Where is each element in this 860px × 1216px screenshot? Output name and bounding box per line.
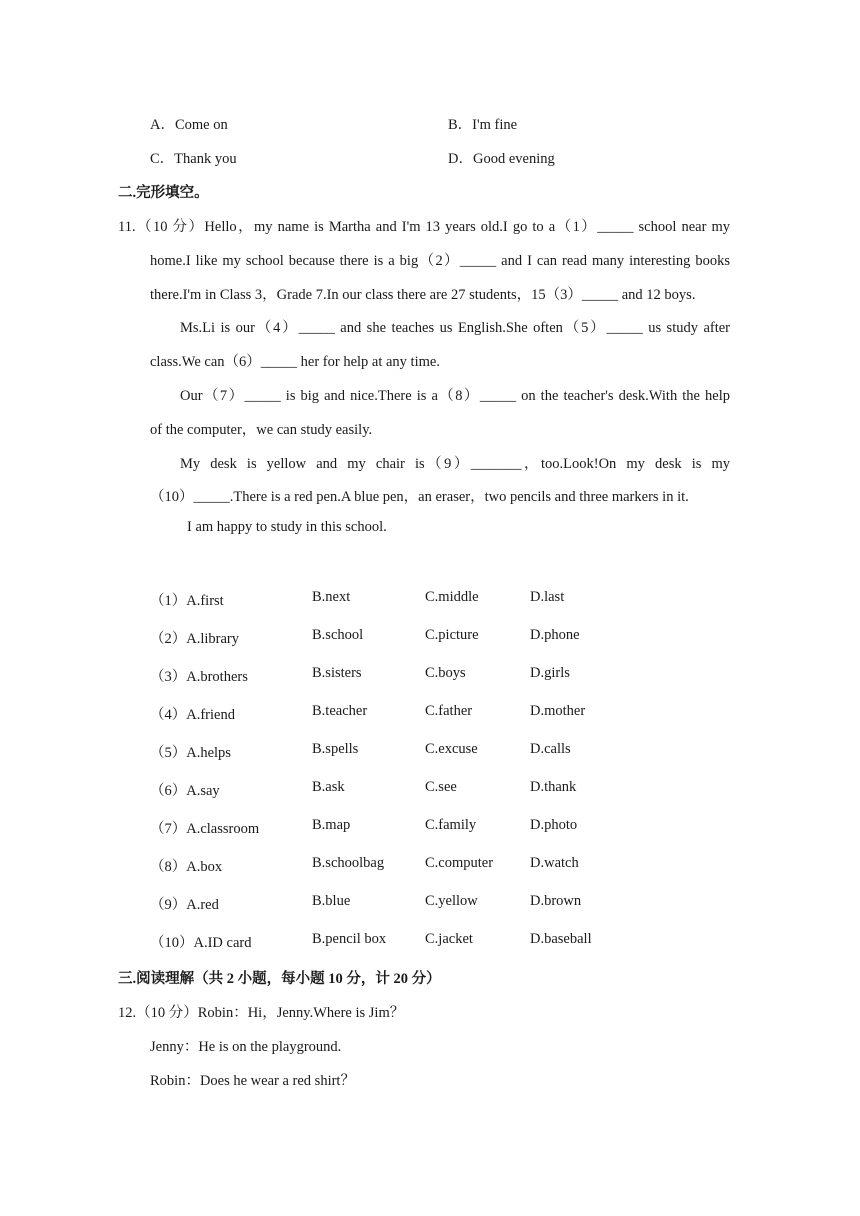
choice-c: C.boys	[425, 665, 466, 681]
choice-b: B.school	[312, 627, 364, 643]
choice-c: C.picture	[425, 627, 479, 643]
choice-a: （3）A.brothers	[150, 669, 248, 685]
q11-line-10: I am happy to study in this school.	[187, 519, 387, 535]
q11-line-2: home.I like my school because there is a big（2）_____ and I can read many interesting books	[150, 253, 730, 269]
option-b: B．I'm fine	[448, 117, 518, 133]
choice-d: D.girls	[530, 665, 570, 681]
q11-line-3: there.I'm in Class 3，Grade 7.In our class there are 27 students，15（3）_____ and 12 boys.	[150, 287, 696, 303]
section-title-reading: 三.阅读理解（共 2 小题，每小题 10 分，计 20 分）	[118, 971, 441, 987]
choice-a: （8）A.box	[150, 859, 223, 875]
choice-d: D.watch	[530, 855, 579, 871]
q11-line-9: （10）_____.There is a red pen.A blue pen，an eraser，two pencils and three markers in it.	[150, 489, 689, 505]
choice-d: D.thank	[530, 779, 577, 795]
q12-line-3: Robin：Does he wear a red shirt？	[150, 1073, 355, 1089]
option-d: D．Good evening	[448, 151, 555, 167]
choice-c: C.family	[425, 817, 477, 833]
choice-b: B.blue	[312, 893, 351, 909]
choice-c: C.yellow	[425, 893, 478, 909]
choice-b: B.schoolbag	[312, 855, 385, 871]
choice-a: （10）A.ID card	[150, 935, 252, 951]
choice-a: （9）A.red	[150, 897, 219, 913]
q11-line-8: My desk is yellow and my chair is（9）_______，too.Look!On my desk is my	[180, 456, 730, 472]
q11-line-7: of the computer，we can study easily.	[150, 422, 373, 438]
choice-b: B.map	[312, 817, 351, 833]
q11-line-4: Ms.Li is our（4）_____ and she teaches us English.She often（5）_____ us study after	[180, 320, 730, 336]
choice-d: D.phone	[530, 627, 580, 643]
choice-d: D.baseball	[530, 931, 592, 947]
choice-d: D.mother	[530, 703, 586, 719]
choice-b: B.teacher	[312, 703, 368, 719]
option-a: A．Come on	[150, 117, 228, 133]
q12-line-2: Jenny：He is on the playground.	[150, 1039, 342, 1055]
choice-d: D.brown	[530, 893, 582, 909]
choice-c: C.see	[425, 779, 457, 795]
section-title-cloze: 二.完形填空。	[118, 185, 209, 201]
choice-b: B.ask	[312, 779, 345, 795]
choice-a: （5）A.helps	[150, 745, 231, 761]
choice-a: （7）A.classroom	[150, 821, 260, 837]
choice-c: C.jacket	[425, 931, 473, 947]
choice-c: C.excuse	[425, 741, 478, 757]
choice-a: （2）A.library	[150, 631, 239, 647]
choice-d: D.calls	[530, 741, 571, 757]
choice-d: D.last	[530, 589, 565, 605]
choice-a: （6）A.say	[150, 783, 220, 799]
choice-d: D.photo	[530, 817, 578, 833]
q11-line-5: class.We can（6）_____ her for help at any time.	[150, 354, 440, 370]
choice-b: B.spells	[312, 741, 359, 757]
choice-b: B.sisters	[312, 665, 362, 681]
choice-b: B.pencil box	[312, 931, 387, 947]
choice-c: C.computer	[425, 855, 494, 871]
option-c: C．Thank you	[150, 151, 237, 167]
choice-c: C.father	[425, 703, 473, 719]
choice-b: B.next	[312, 589, 351, 605]
choice-a: （4）A.friend	[150, 707, 235, 723]
choice-c: C.middle	[425, 589, 479, 605]
q11-line-6: Our（7）_____ is big and nice.There is a（8）_____ on the teacher's desk.With the help	[180, 388, 730, 404]
q11-line-1: 11.（10 分）Hello，my name is Martha and I'm 13 years old.I go to a（1）_____ school near my	[118, 219, 730, 235]
choice-a: （1）A.first	[150, 593, 224, 609]
q12-line-1: 12.（10 分）Robin：Hi，Jenny.Where is Jim？	[118, 1005, 405, 1021]
